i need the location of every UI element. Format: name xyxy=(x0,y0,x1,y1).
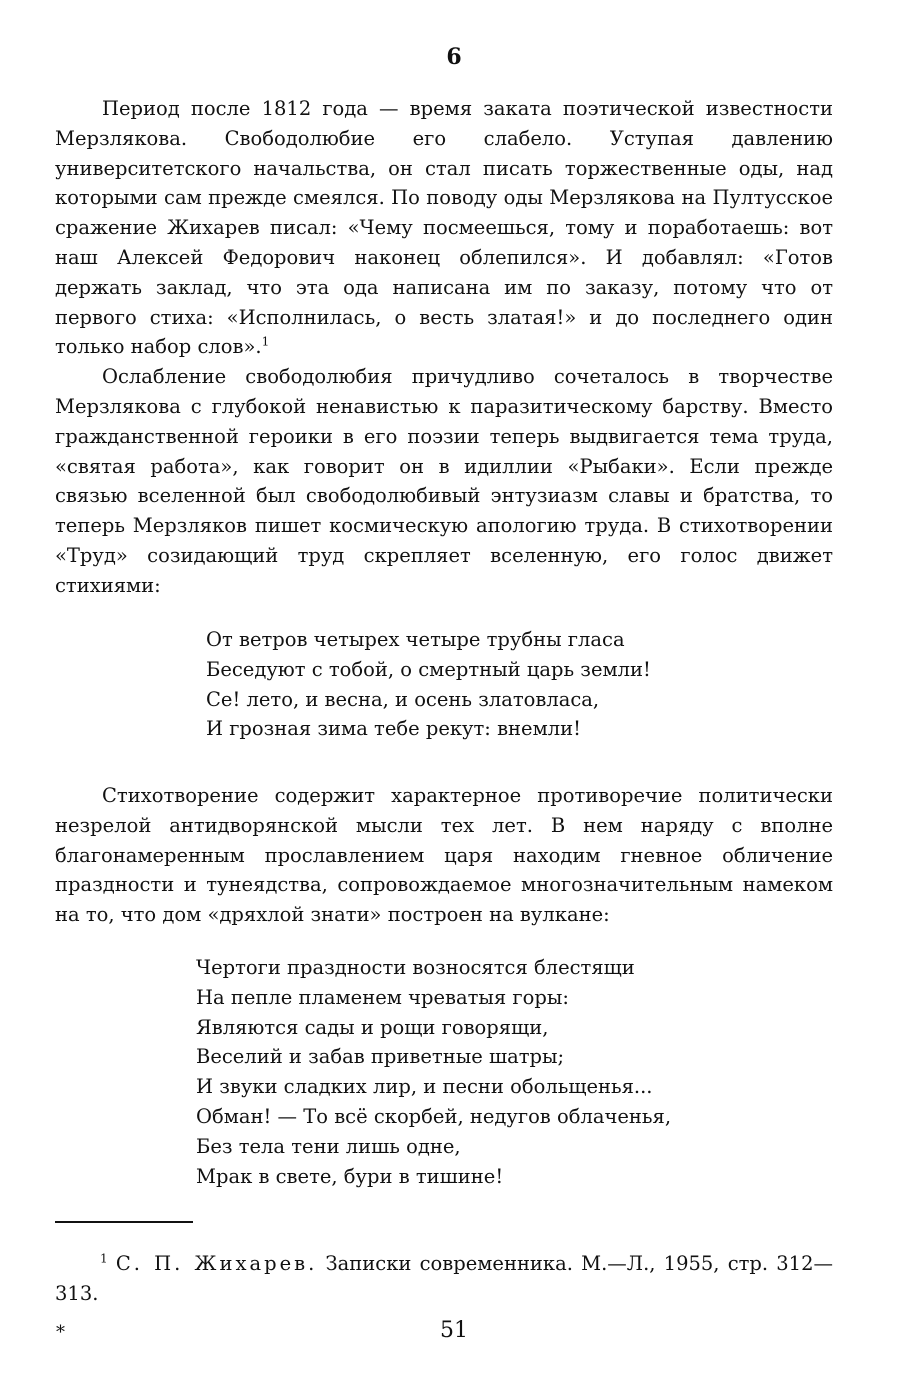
text-block-middle xyxy=(55,781,833,930)
verse-line: Обман! — То всё скорбей, недугов облаченья, xyxy=(196,1104,672,1128)
verse-line: Без тела тени лишь одне, xyxy=(196,1134,461,1158)
paragraph-3: Стихотворение содержит характерное противоречие политически незрелой антидворянской мысли тех лет. В нем наряду с вполне благонамеренным прославлением царя находим гневное обличение праздности и тунеядства, сопровождаемое многозначительным намеком на то, что дом «дряхлой знати» построен на вулкане: xyxy=(55,784,833,927)
verse-line: Веселий и забав приветные шатры; xyxy=(196,1045,565,1069)
footnote-author: С. П. Жихарев. xyxy=(115,1252,318,1275)
verse-line: Беседуют с тобой, о смертный царь земли! xyxy=(206,657,651,681)
footnote xyxy=(55,1249,833,1309)
verse-line: На пепле пламенем чреватыя горы: xyxy=(196,985,569,1009)
verse-line: И звуки сладких лир, и песни обольщенья... xyxy=(196,1075,653,1099)
footnote-divider xyxy=(55,1221,193,1223)
verse-line: Се! лето, и весна, и осень златовласа, xyxy=(206,687,600,711)
paragraph-1 xyxy=(55,94,833,362)
footnote-number: 1 xyxy=(100,1251,108,1266)
verse-line: От ветров четырех четыре трубны гласа xyxy=(206,628,625,651)
footnote-reference[interactable]: 1 xyxy=(261,334,270,349)
verse-line: Мрак в свете, бури в тишине! xyxy=(196,1164,504,1188)
verse-quote-2 xyxy=(196,953,671,1191)
text-block-top xyxy=(55,94,833,601)
verse-line: И грозная зима тебе рекут: внемли! xyxy=(206,717,581,741)
signature-mark: 6 xyxy=(446,44,462,70)
verse-quote-1 xyxy=(206,625,651,744)
footnote-citation: Записки современника. М.—Л., 1955, стр. 312—313. xyxy=(55,1252,833,1305)
paragraph-2: Ослабление свободолюбия причудливо сочеталось в творчестве Мерзлякова с глубокой ненавистью к паразитическому барству. Вместо гражданственной героики в его поэзии теперь выдвигается тема труда, «святая работа», как говорит он в идиллии «Рыбаки». Если прежде связью вселенной был свободолюбивый энтузиазм славы и братства, то теперь Мерзляков пишет космическую апологию труда. В стихотворении «Труд» созидающий труд скрепляет вселенную, его голос движет стихиями: xyxy=(55,365,833,597)
page-number: 51 xyxy=(440,1318,468,1343)
verse-line: Чертоги праздности возносятся блестящи xyxy=(196,956,635,979)
paragraph-1-text: Период после 1812 года — время заката поэтической известности Мерзлякова. Свободолюбие его слабело. Уступая давлению университетского начальства, он стал писать торжественные оды, над которыми сам прежде смеялся. По поводу оды Мерзлякова на Пултусское сражение Жихарев писал: «Чему посмеешься, тому и поработаешь: вот наш Алексей Федорович наконец облепился». И добавлял: «Готов держать заклад, что эта ода написана им по заказу, потому что от первого стиха: «Исполнилась, о весть златая!» и до последнего один только набор слов». xyxy=(55,97,833,359)
sheet-mark: * xyxy=(56,1322,65,1343)
verse-line: Являются сады и рощи говорящи, xyxy=(196,1015,549,1039)
